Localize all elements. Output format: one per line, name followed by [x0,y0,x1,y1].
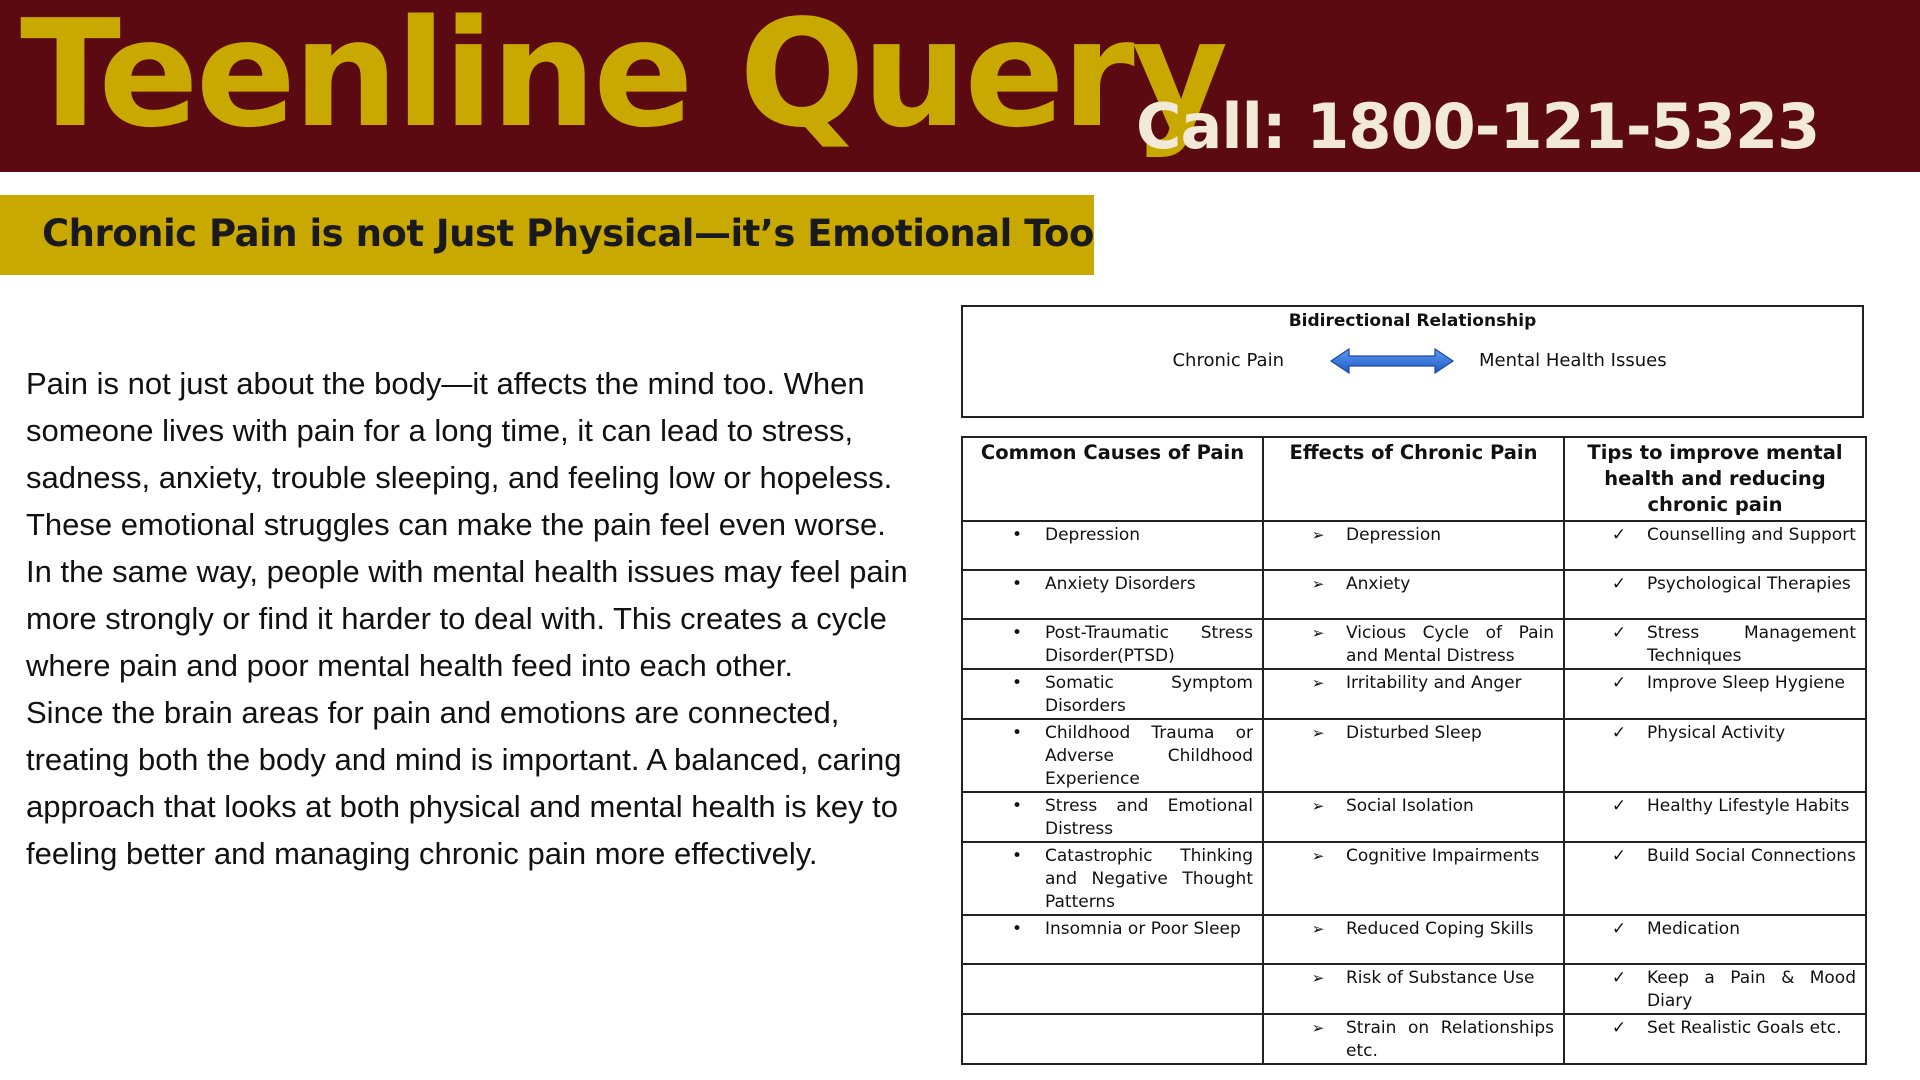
cause-cell [962,842,1263,915]
effect-cell-content [1264,965,1563,990]
effect-cell-text: Disturbed Sleep [1346,723,1482,743]
effect-cell-content [1264,620,1563,668]
cause-cell [962,669,1263,719]
effect-cell-content [1264,843,1563,868]
check-icon: ✓ [1611,846,1627,866]
body-text [26,360,946,877]
cause-cell [962,570,1263,619]
arrow-bullet-icon: ➢ [1311,797,1325,815]
tip-cell-text: Set Realistic Goals etc. [1647,1018,1842,1038]
tip-cell-content [1565,720,1865,745]
cause-cell-text: Somatic Symptom Disorders [1045,673,1253,716]
cause-cell [962,964,1263,1014]
subtitle: Chronic Pain is not Just Physical—it’s Emotional Too [42,212,1094,255]
tip-cell [1564,669,1866,719]
arrow-bullet-icon: ➢ [1311,724,1325,742]
table-body [962,521,1866,1064]
arrow-bullet-icon: ➢ [1311,575,1325,593]
double-arrow-icon [1329,347,1455,375]
tip-cell-content [1565,620,1865,668]
cause-cell-content [963,522,1262,547]
effect-cell-text: Vicious Cycle of Pain and Mental Distress [1346,623,1554,666]
effect-cell-text: Risk of Substance Use [1346,968,1535,988]
effect-cell-content [1264,793,1563,818]
cause-cell-text: Post-Traumatic Stress Disorder(PTSD) [1045,623,1253,666]
header-causes: Common Causes of Pain [962,437,1263,521]
tip-cell-content [1565,571,1865,596]
effect-cell-content [1264,1015,1563,1063]
table-row [962,842,1866,915]
tip-cell-content [1565,916,1865,941]
tip-cell [1564,964,1866,1014]
pain-table [961,436,1867,1065]
cause-cell-text: Childhood Trauma or Adverse Childhood Experience [1045,723,1253,789]
tip-cell-text: Physical Activity [1647,723,1786,743]
bullet-icon: • [1011,525,1023,545]
effect-cell-content [1264,522,1563,547]
tip-cell-text: Healthy Lifestyle Habits [1647,796,1850,816]
cause-cell-content [963,571,1262,596]
cause-cell [962,915,1263,964]
bullet-icon: • [1011,919,1023,939]
bullet-icon: • [1011,574,1023,594]
bidirectional-box [961,305,1864,418]
tip-cell-content [1565,1015,1865,1040]
tip-cell-text: Build Social Connections [1647,846,1856,866]
cause-cell-content [963,843,1262,914]
tip-cell-content [1565,793,1865,818]
tip-cell [1564,570,1866,619]
table-row [962,964,1866,1014]
tip-cell-content [1565,843,1865,868]
tip-cell-content [1565,965,1865,1013]
cause-cell-content [963,620,1262,668]
tip-cell-text: Keep a Pain & Mood Diary [1647,968,1856,1011]
effect-cell [1263,842,1564,915]
effect-cell [1263,521,1564,570]
bullet-icon: • [1011,846,1023,866]
tip-cell-text: Counselling and Support [1647,525,1856,545]
effect-cell-content [1264,670,1563,695]
arrow-bullet-icon: ➢ [1311,674,1325,692]
effect-cell-text: Cognitive Impairments [1346,846,1540,866]
check-icon: ✓ [1611,623,1627,643]
cause-cell [962,792,1263,842]
table-row [962,719,1866,792]
check-icon: ✓ [1611,1018,1627,1038]
bullet-icon: • [1011,723,1023,743]
cause-cell [962,521,1263,570]
cause-cell [962,1014,1263,1064]
header-effects: Effects of Chronic Pain [1263,437,1564,521]
phone-number: Call: 1800-121-5323 [1136,90,1820,163]
cause-cell-content [963,720,1262,791]
body-paragraph: In the same way, people with mental health issues may feel pain more strongly or find it harder to deal with. This creates a cycle where pain and poor mental health feed into each other. [26,554,908,683]
check-icon: ✓ [1611,723,1627,743]
tip-cell [1564,719,1866,792]
effect-cell-text: Strain on Relationships etc. [1346,1018,1554,1061]
effect-cell [1263,719,1564,792]
table-row [962,915,1866,964]
check-icon: ✓ [1611,796,1627,816]
effect-cell [1263,619,1564,669]
bidirectional-left-label: Chronic Pain [1172,350,1284,371]
bullet-icon: • [1011,673,1023,693]
table-row [962,669,1866,719]
check-icon: ✓ [1611,574,1627,594]
arrow-bullet-icon: ➢ [1311,1019,1325,1037]
cause-cell [962,619,1263,669]
effect-cell [1263,915,1564,964]
subtitle-band [0,195,1094,275]
cause-cell-text: Stress and Emotional Distress [1045,796,1253,839]
table-row [962,792,1866,842]
tip-cell [1564,1014,1866,1064]
effect-cell-text: Social Isolation [1346,796,1474,816]
cause-cell-text: Depression [1045,525,1141,545]
effect-cell [1263,570,1564,619]
bullet-icon: • [1011,623,1023,643]
table-row [962,521,1866,570]
cause-cell-content [963,916,1262,941]
bullet-icon: • [1011,796,1023,816]
effect-cell [1263,1014,1564,1064]
tip-cell [1564,792,1866,842]
effect-cell [1263,792,1564,842]
tip-cell [1564,619,1866,669]
header-band [0,0,1920,172]
table-row [962,1014,1866,1064]
check-icon: ✓ [1611,673,1627,693]
tip-cell-text: Stress Management Techniques [1647,623,1856,666]
cause-cell [962,719,1263,792]
arrow-bullet-icon: ➢ [1311,847,1325,865]
bidirectional-right-label: Mental Health Issues [1479,350,1667,371]
tip-cell-text: Medication [1647,919,1740,939]
effect-cell-text: Depression [1346,525,1442,545]
tip-cell [1564,521,1866,570]
tip-cell [1564,915,1866,964]
check-icon: ✓ [1611,525,1627,545]
check-icon: ✓ [1611,919,1627,939]
effect-cell-text: Anxiety [1346,574,1411,594]
brand-title: Teenline Query [20,0,1226,160]
bidirectional-title: Bidirectional Relationship [1288,311,1537,331]
body-paragraph: Since the brain areas for pain and emotions are connected, treating both the body and mind is important. A balanced, caring approach that looks at both physical and mental health is key to feeling better and managing chronic pain more effectively. [26,695,902,871]
table-header-row [962,437,1866,521]
cause-cell-text: Catastrophic Thinking and Negative Thought Patterns [1045,846,1253,912]
cause-cell-content [963,793,1262,841]
cause-cell-text: Anxiety Disorders [1045,574,1196,594]
arrow-bullet-icon: ➢ [1311,624,1325,642]
tip-cell [1564,842,1866,915]
arrow-bullet-icon: ➢ [1311,969,1325,987]
effect-cell-text: Reduced Coping Skills [1346,919,1534,939]
header-tips: Tips to improve mental health and reducing chronic pain [1564,437,1866,521]
tip-cell-text: Improve Sleep Hygiene [1647,673,1845,693]
check-icon: ✓ [1611,968,1627,988]
tip-cell-text: Psychological Therapies [1647,574,1851,594]
arrow-bullet-icon: ➢ [1311,920,1325,938]
tip-cell-content [1565,670,1865,695]
arrow-bullet-icon: ➢ [1311,526,1325,544]
effect-cell [1263,964,1564,1014]
effect-cell-content [1264,916,1563,941]
cause-cell-text: Insomnia or Poor Sleep [1045,919,1241,939]
table-row [962,619,1866,669]
effect-cell-content [1264,720,1563,745]
cause-cell-content [963,670,1262,718]
body-paragraph: Pain is not just about the body—it affects the mind too. When someone lives with pain for a long time, it can lead to stress, sadness, anxiety, trouble sleeping, and feeling low or hopeless. These emotional struggles can make the pain feel even worse. [26,366,893,542]
effect-cell [1263,669,1564,719]
effect-cell-text: Irritability and Anger [1346,673,1522,693]
effect-cell-content [1264,571,1563,596]
tip-cell-content [1565,522,1865,547]
table-row [962,570,1866,619]
